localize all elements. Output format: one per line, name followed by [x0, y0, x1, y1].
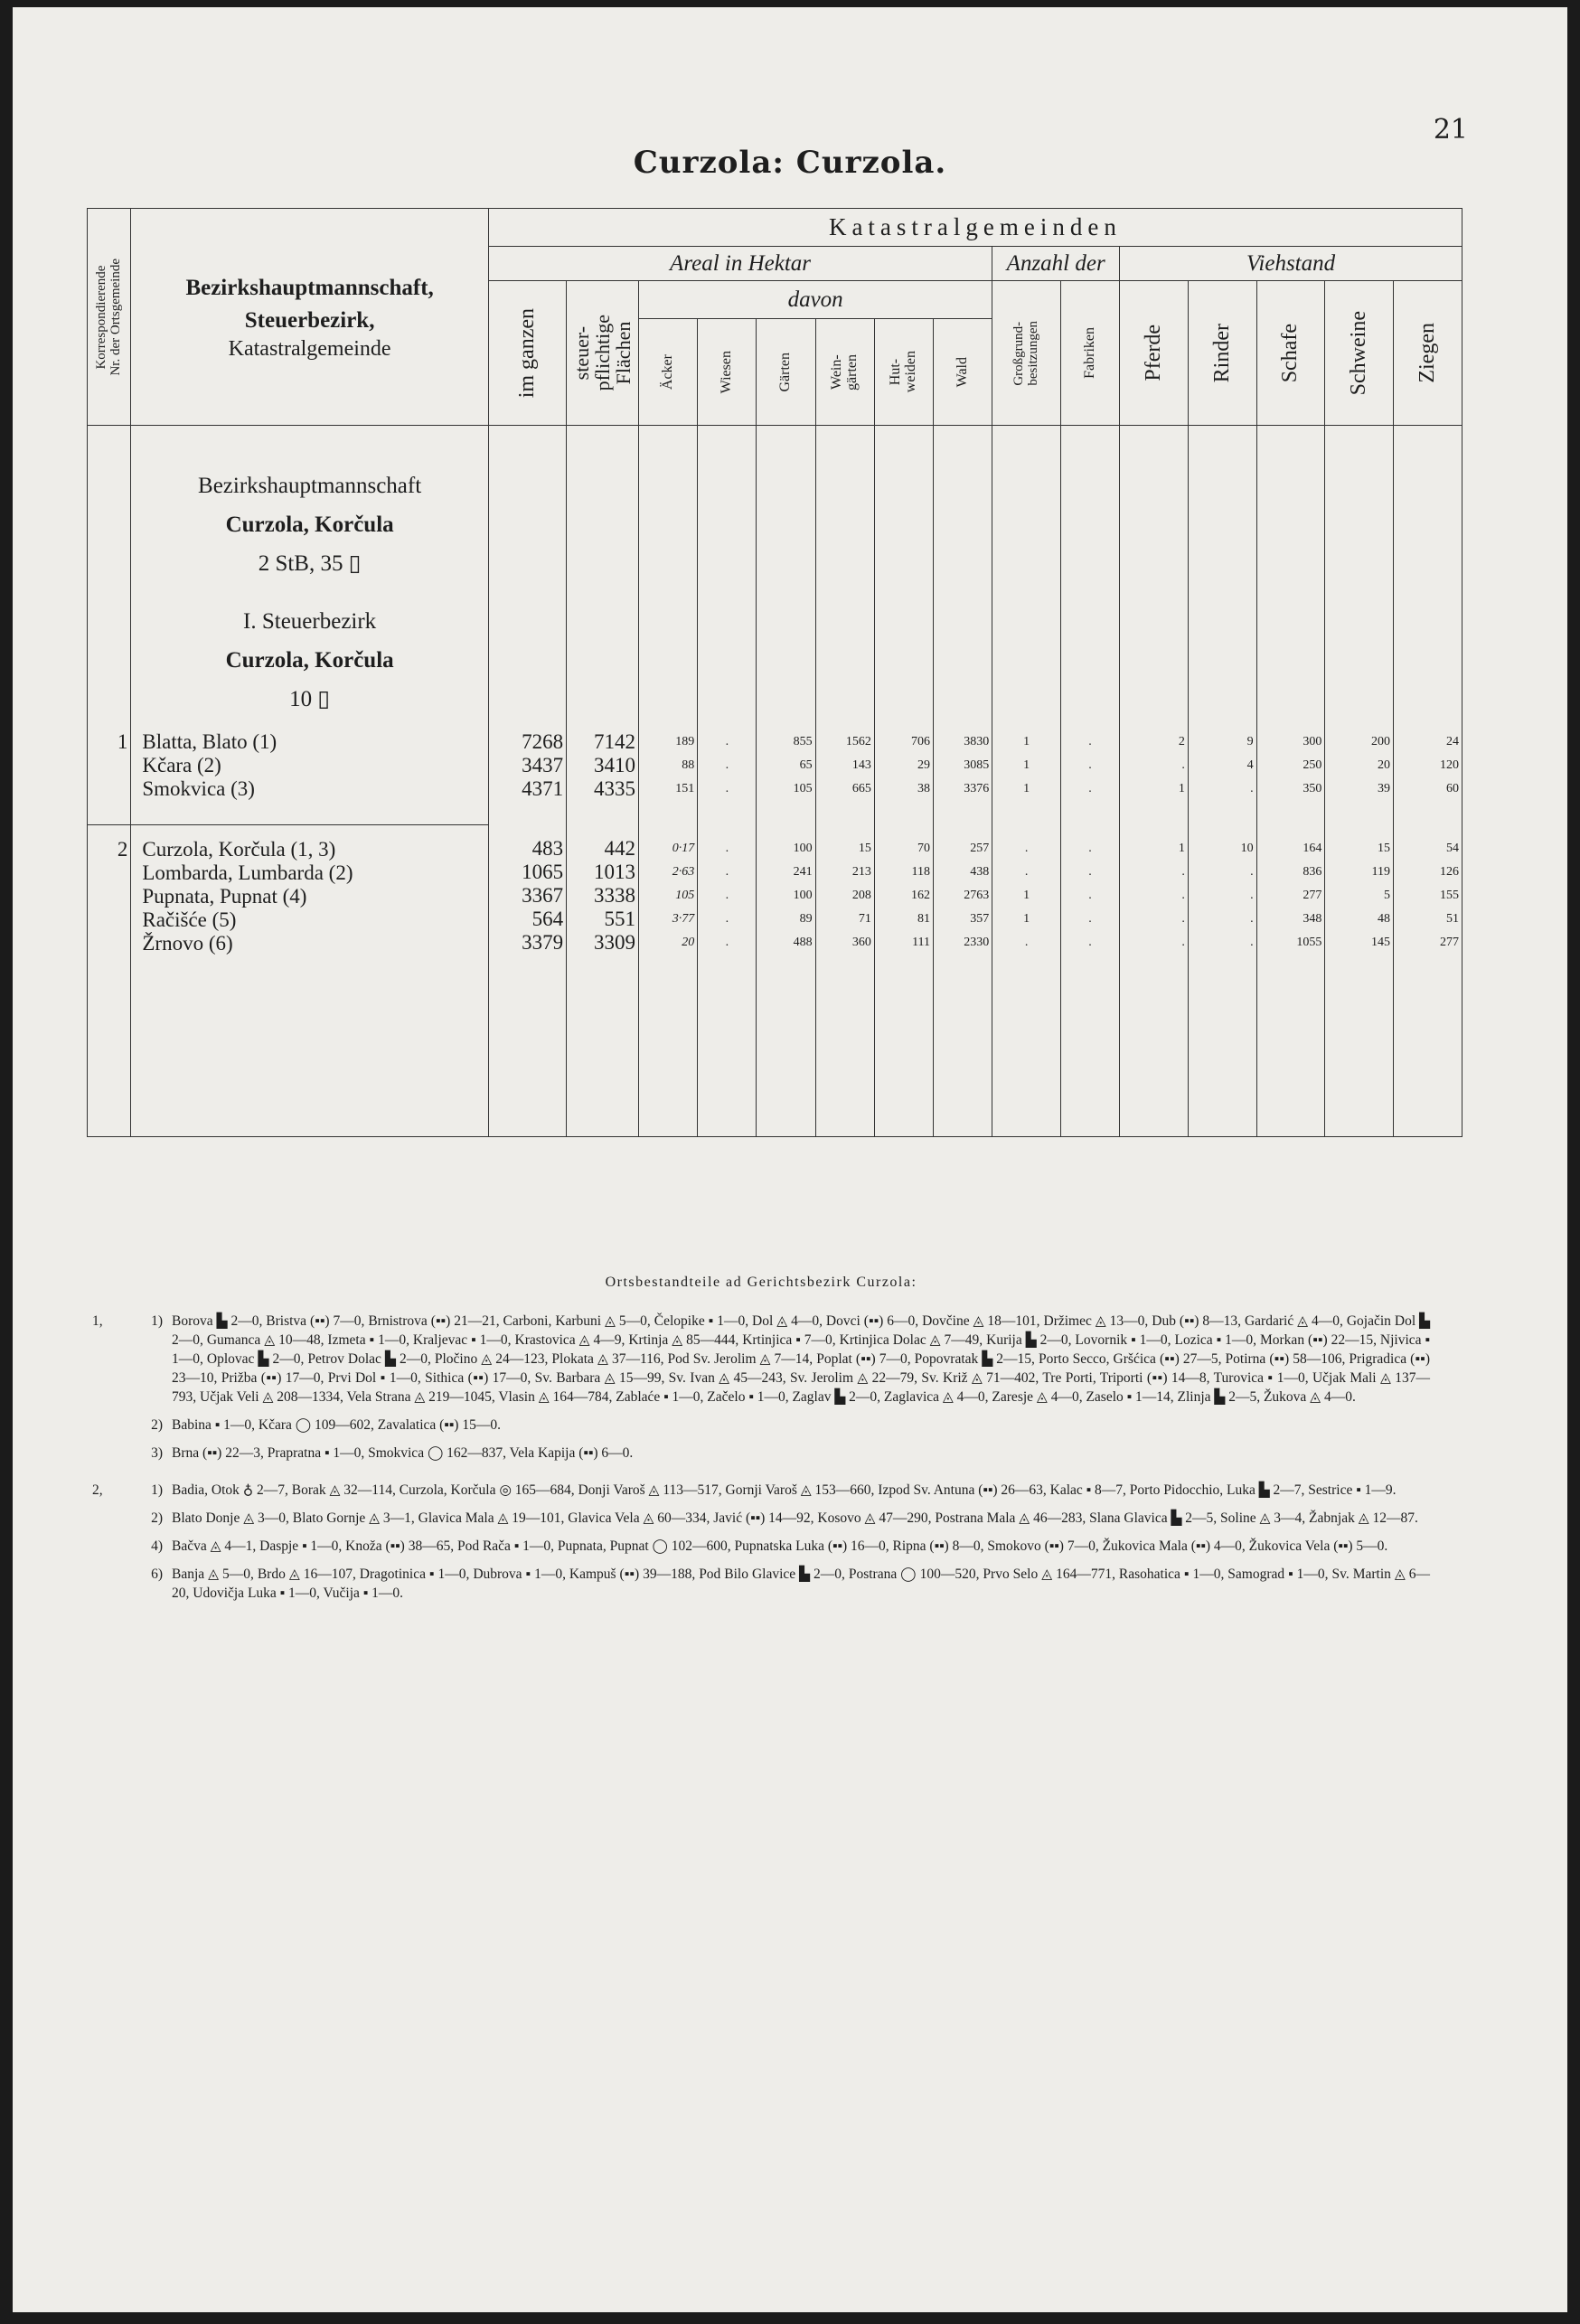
col-wald: 3830 3085 3376	[934, 721, 992, 825]
localities-group-2: 2, 1) Badia, Otok ♁ 2—7, Borak ◬ 32—114, Curzola, Korčula ◎ 165—684, Donji Varoš ◬ 113—517, Gornji Varoš ◬ 153—660, Izpod Sv. Antuna (▪▪) 26—63, Kalac ▪ 8—7, Porto Pidocchio, Luka ▙ 2—7, Sestrice ▪ 1—9. 2) Blato Donje ◬ 3—0, Blato Gornje ◬ 3—1, Glavica Mala ◬ 19—101, Glavica Vela ◬ 60—334, Javić (▪▪) 14—92, Kosovo ◬ 47—290, Postrana Mala ◬ 46—283, Slana Glavica ▙ 2—5, Soline ◬ 3—4, Žabnjak ◬ 12—87. 4) Bačva ◬ 4—1, Daspje ▪ 1—0, Knoža (▪▪) 38—65, Pod Rača ▪ 1—0, Pupnata, Pupnat ◯ 102—600, Pupnatska Luka (▪▪) 16—0, Ripna (▪▪) 8—0, Smokovo (▪▪) 7—0, Žukovica Mala (▪▪) 4—0, Žukovica Vela (▪▪) 5—0. 6) Banja ◬ 5—0, Brdo ◬ 16—107, Dragotinica ▪ 1—0, Dubrova ▪ 1—0, Kampuš (▪▪) 39—188, Pod Bilo Glavice ▙ 2—0, Postrana ◯ 100—520, Prvo Selo ◬ 164—771, Rasohatica ▪ 1—0, Samograd ▪ 1—0, Sv. Martin ◬ 6—20, Udovičja Luka ▪ 1—0, Vučija ▪ 1—0.	[92, 1482, 1430, 1601]
col-wiesen: . . . . .	[698, 824, 757, 955]
header-schweine: Schweine	[1325, 281, 1394, 426]
group-names	[131, 824, 488, 955]
header-pferde: Pferde	[1120, 281, 1189, 426]
statistics-table	[87, 208, 1462, 1137]
sb-info: 10 ▯	[289, 686, 331, 711]
col-fabriken: . . .	[1060, 721, 1119, 825]
col-wald: 257 438 2763 357 2330	[934, 824, 992, 955]
bh-name: Curzola, Korčula	[225, 512, 394, 537]
bh-label: Bezirkshauptmannschaft	[198, 474, 422, 498]
page-sheet	[13, 7, 1567, 2312]
col-ziegen: 24 120 60	[1394, 721, 1462, 825]
list-item: 2) Babina ▪ 1—0, Kčara ◯ 109—602, Zavalatica (▪▪) 15—0.	[151, 1417, 501, 1433]
col-steuer: 442 1013 3338 551 3309	[567, 824, 639, 955]
table-row-group-2	[88, 824, 1462, 955]
page-title: Curzola: Curzola.	[633, 145, 947, 181]
header-wald: Wald	[934, 319, 992, 426]
list-item: Lombarda, Lumbarda (2)	[142, 861, 353, 884]
list-item: Žrnovo (6)	[142, 931, 233, 955]
list-item: 1) Badia, Otok ♁ 2—7, Borak ◬ 32—114, Curzola, Korčula ◎ 165—684, Donji Varoš ◬ 113—517, Gornji Varoš ◬ 153—660, Izpod Sv. Antuna (▪▪) 26—63, Kalac ▪ 8—7, Porto Pidocchio, Luka ▙ 2—7, Sestrice ▪ 1—9.	[151, 1482, 1397, 1498]
col-aecker: 0·17 2·63 105 3·77 20	[639, 824, 698, 955]
col-schafe: 300 250 350	[1256, 721, 1325, 825]
col-rinder: 9 4 .	[1188, 721, 1256, 825]
header-aecker: Äcker	[639, 319, 698, 426]
header-im-ganzen: im ganzen	[488, 281, 566, 426]
header-davon: davon	[639, 281, 992, 319]
group-number: 2	[88, 824, 131, 955]
group-names	[131, 721, 488, 825]
list-item: Smokvica (3)	[142, 776, 255, 800]
header-wiesen: Wiesen	[698, 319, 757, 426]
col-wiesen: . . .	[698, 721, 757, 825]
localities-title: Ortsbestandteile ad Gerichtsbezirk Curzola:	[605, 1275, 917, 1290]
col-hutweiden: 70 118 162 81 111	[874, 824, 933, 955]
list-item: 2) Blato Donje ◬ 3—0, Blato Gornje ◬ 3—1, Glavica Mala ◬ 19—101, Glavica Vela ◬ 60—334, Javić (▪▪) 14—92, Kosovo ◬ 47—290, Postrana Mala ◬ 46—283, Slana Glavica ▙ 2—5, Soline ◬ 3—4, Žabnjak ◬ 12—87.	[151, 1510, 1418, 1526]
col-rinder: 10 . . . .	[1188, 824, 1256, 955]
district-heading	[131, 426, 488, 721]
page-number: 21	[1433, 114, 1468, 146]
col-pferde: 1 . . . .	[1120, 824, 1189, 955]
header-anzahl: Anzahl der	[992, 247, 1120, 281]
list-item: 1) Borova ▙ 2—0, Bristva (▪▪) 7—0, Brnistrova (▪▪) 21—21, Carboni, Karbuni ◬ 5—0, Čelopike ▪ 1—0, Dol ◬ 4—0, Dovci (▪▪) 6—0, Dovčine ◬ 18—101, Držimec ◬ 13—0, Dub (▪▪) 8—13, Gardarić ◬ 4—0, Gojačin Dol ▙ 2—0, Gumanca ◬ 10—48, Izmeta ▪ 1—0, Kraljevac ▪ 1—0, Krastovica ◬ 4—9, Krtinja ◬ 85—444, Krtinjica ▪ 7—0, Krtinjica Dolac ◬ 7—49, Kurija ▙ 2—0, Lovornik ▪ 1—0, Lozica ▪ 1—0, Morkan (▪▪) 22—15, Njivica ▪ 1—0, Oplovac ▙ 2—0, Petrov Dolac ▙ 2—0, Pločino ◬ 24—123, Plokata ◬ 37—116, Pod Sv. Jerolim ◬ 7—14, Poplat (▪▪) 7—0, Popovratak ▙ 2—15, Porto Secco, Gršćica (▪▪) 27—5, Potirna (▪▪) 58—106, Prigradica (▪▪) 23—10, Prižba (▪▪) 17—0, Prvi Dol ▪ 1—0, Sithica (▪▪) 17—0, Sv. Barbara ◬ 15—99, Sv. Ivan ◬ 45—243, Sv. Jerolim ◬ 22—79, Sv. Križ ◬ 71—402, Tre Porti, Triporti (▪▪) 14—8, Turovica ▪ 1—0, Učjak Mali ◬ 137—793, Učjak Veli ◬ 208—1334, Vela Strana ◬ 219—1045, Vlasin ◬ 164—784, Zablaće ▪ 1—0, Začelo ▪ 1—0, Zaglav ▙ 2—0, Zaglavica ◬ 4—0, Zaresje ◬ 4—0, Zaselo ▪ 1—14, Zlinja ▙ 2—5, Žukova ◬ 4—0.	[151, 1313, 1430, 1405]
sb-name: Curzola, Korčula	[225, 648, 394, 673]
header-district: Bezirkshauptmannschaft, Steuerbezirk, Katastralgemeinde	[131, 209, 488, 426]
localities-group-1: 1, 1) Borova ▙ 2—0, Bristva (▪▪) 7—0, Brnistrova (▪▪) 21—21, Carboni, Karbuni ◬ 5—0, Čelopike ▪ 1—0, Dol ◬ 4—0, Dovci (▪▪) 6—0, Dovčine ◬ 18—101, Držimec ◬ 13—0, Dub (▪▪) 8—13, Gardarić ◬ 4—0, Gojačin Dol ▙ 2—0, Gumanca ◬ 10—48, Izmeta ▪ 1—0, Kraljevac ▪ 1—0, Krastovica ◬ 4—9, Krtinja ◬ 85—444, Krtinjica ▪ 7—0, Krtinjica Dolac ◬ 7—49, Kurija ▙ 2—0, Lovornik ▪ 1—0, Lozica ▪ 1—0, Morkan (▪▪) 22—15, Njivica ▪ 1—0, Oplovac ▙ 2—0, Petrov Dolac ▙ 2—0, Pločino ◬ 24—123, Plokata ◬ 37—116, Pod Sv. Jerolim ◬ 7—14, Poplat (▪▪) 7—0, Popovratak ▙ 2—15, Porto Secco, Gršćica (▪▪) 27—5, Potirna (▪▪) 58—106, Prigradica (▪▪) 23—10, Prižba (▪▪) 17—0, Prvi Dol ▪ 1—0, Sithica (▪▪) 17—0, Sv. Barbara ◬ 15—99, Sv. Ivan ◬ 45—243, Sv. Jerolim ◬ 22—79, Sv. Križ ◬ 71—402, Tre Porti, Triporti (▪▪) 14—8, Turovica ▪ 1—0, Učjak Mali ◬ 137—793, Učjak Veli ◬ 208—1334, Vela Strana ◬ 219—1045, Vlasin ◬ 164—784, Zablaće ▪ 1—0, Začelo ▪ 1—0, Zaglav ▙ 2—0, Zaglavica ◬ 4—0, Zaresje ◬ 4—0, Zaselo ▪ 1—14, Zlinja ▙ 2—5, Žukova ◬ 4—0. 2) Babina ▪ 1—0, Kčara ◯ 109—602, Zavalatica (▪▪) 15—0. 3) Brna (▪▪) 22—3, Prapratna ▪ 1—0, Smokvica ◯ 162—837, Vela Kapija (▪▪) 6—0.	[92, 1313, 1430, 1461]
table-row-group-1	[88, 721, 1462, 825]
header-schafe: Schafe	[1256, 281, 1325, 426]
header-areal: Areal in Hektar	[488, 247, 992, 281]
bh-info: 2 StB, 35 ▯	[258, 550, 362, 576]
header-gaerten: Gärten	[757, 319, 815, 426]
col-schweine: 15 119 5 48 145	[1325, 824, 1394, 955]
header-corresponding-nr: Korrespondierende Nr. der Ortsgemeinde	[88, 209, 131, 426]
col-pferde: 2 . 1	[1120, 721, 1189, 825]
col-im-ganzen: 7268 3437 4371	[488, 721, 566, 825]
header-fabriken: Fabriken	[1060, 281, 1119, 426]
header-viehstand: Viehstand	[1120, 247, 1462, 281]
list-item: Kčara (2)	[142, 753, 221, 776]
group-number: 1	[88, 721, 131, 825]
list-item: Blatta, Blato (1)	[142, 729, 277, 753]
list-item: 4) Bačva ◬ 4—1, Daspje ▪ 1—0, Knoža (▪▪) 38—65, Pod Rača ▪ 1—0, Pupnata, Pupnat ◯ 102—600, Pupnatska Luka (▪▪) 16—0, Ripna (▪▪) 8—0, Smokovo (▪▪) 7—0, Žukovica Mala (▪▪) 4—0, Žukovica Vela (▪▪) 5—0.	[151, 1538, 1388, 1554]
list-item: Račišće (5)	[142, 908, 237, 931]
col-fabriken: . . . . .	[1060, 824, 1119, 955]
col-im-ganzen: 483 1065 3367 564 3379	[488, 824, 566, 955]
col-aecker: 189 88 151	[639, 721, 698, 825]
header-katastralgemeinden: Katastralgemeinden	[488, 209, 1462, 247]
col-gaerten: 100 241 100 89 488	[757, 824, 815, 955]
col-weingaerten: 15 213 208 71 360	[815, 824, 874, 955]
header-rinder: Rinder	[1188, 281, 1256, 426]
col-ziegen: 54 126 155 51 277	[1394, 824, 1462, 955]
header-ziegen: Ziegen	[1394, 281, 1462, 426]
col-steuer: 7142 3410 4335	[567, 721, 639, 825]
col-grossgrund: 1 1 1	[992, 721, 1061, 825]
list-item: Curzola, Korčula (1, 3)	[142, 837, 336, 861]
header-steuerpflichtige: steuer- pflichtige Flächen	[567, 281, 639, 426]
list-item: 3) Brna (▪▪) 22—3, Prapratna ▪ 1—0, Smokvica ◯ 162—837, Vela Kapija (▪▪) 6—0.	[151, 1445, 634, 1461]
col-hutweiden: 706 29 38	[874, 721, 933, 825]
list-item: 6) Banja ◬ 5—0, Brdo ◬ 16—107, Dragotinica ▪ 1—0, Dubrova ▪ 1—0, Kampuš (▪▪) 39—188, Pod Bilo Glavice ▙ 2—0, Postrana ◯ 100—520, Prvo Selo ◬ 164—771, Rasohatica ▪ 1—0, Samograd ▪ 1—0, Sv. Martin ◬ 6—20, Udovičja Luka ▪ 1—0, Vučija ▪ 1—0.	[151, 1567, 1430, 1601]
header-hutweiden: Hut- weiden	[874, 319, 933, 426]
col-schweine: 200 20 39	[1325, 721, 1394, 825]
list-item: Pupnata, Pupnat (4)	[142, 884, 307, 908]
header-grossgrund: Großgrund- besitzungen	[992, 281, 1061, 426]
localities-section	[92, 1273, 1430, 1621]
col-gaerten: 855 65 105	[757, 721, 815, 825]
col-schafe: 164 836 277 348 1055	[1256, 824, 1325, 955]
col-grossgrund: . . 1 1 .	[992, 824, 1061, 955]
col-weingaerten: 1562 143 665	[815, 721, 874, 825]
header-weingaerten: Wein- gärten	[815, 319, 874, 426]
sb-label: I. Steuerbezirk	[243, 609, 377, 635]
